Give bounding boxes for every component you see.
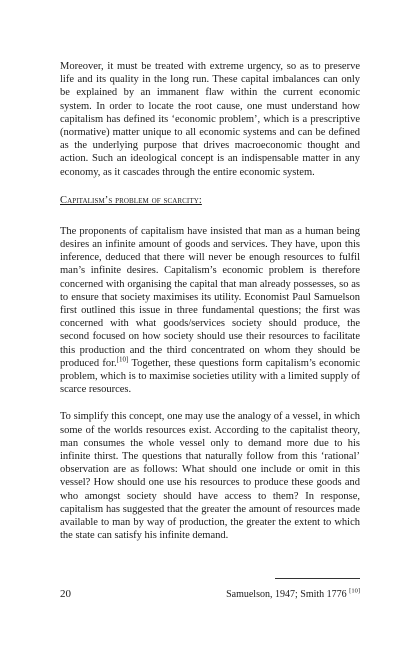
- footnote-reference[interactable]: [10]: [116, 355, 129, 364]
- paragraph-2: [60, 225, 360, 397]
- page-footer: [60, 578, 360, 608]
- footnote-rule: [275, 578, 360, 579]
- paragraph-2-text: The proponents of capitalism have insisted that man as a human being desires an infinite amount of goods and services. They have, upon this inference, deduced that there will never be enough resources to fulfil man’s infinite desires. Capitalism’s economic problem is therefore concerned with organising the capital that man already possesses, so as to ensure that society maximises its utility. Economist Paul Samuelson first outlined this issue in three fundamental questions; the first was concerned with what goods/services society should produce, the second focused on how society should use their resources to facilitate this production and the third concentrated on whom they should be produced for.: [60, 225, 360, 369]
- footnote: [226, 588, 360, 601]
- page-number: 20: [60, 588, 71, 600]
- footnote-text: Samuelson, 1947; Smith 1776: [226, 589, 347, 600]
- paragraph-3: To simplify this concept, one may use the analogy of a vessel, in which some of the worlds resources exist. According to the capitalist theory, man consumes the whole vessel only to demand more due to his infinite thirst. The questions that naturally follow from this ‘rational’ observation are as follows: What should one include or omit in this vessel? How should one use his resources to produce these goods and who amongst society should have access to them? In response, capitalism has suggested that the greater the amount of resources made available to man by way of production, the greater the extent to which the state can satisfy his infinite demand.: [60, 411, 360, 542]
- page-body: [60, 60, 360, 543]
- section-heading: Capitalism’s problem of scarcity:: [60, 194, 202, 206]
- paragraph-1: Moreover, it must be treated with extreme urgency, so as to preserve life and its quality in the long run. These capital imbalances can only be explained by an immanent flaw within the current economic system. In order to locate the root cause, one must understand how capitalism has defined its ‘economic problem’, which is a prescriptive (normative) matter unique to all economic systems and can be defined as the underlying purpose that drives macroeconomic thought and action. Such an ideological concept is an indispensable matter in any economy, as it cascades through the entire economic system.: [60, 61, 360, 178]
- paragraph-2-text-continued: Together, these questions form capitalism’s economic problem, which is to maximise societies utility with a limited supply of scarce resources.: [60, 357, 360, 396]
- footnote-marker: [10]: [349, 587, 360, 595]
